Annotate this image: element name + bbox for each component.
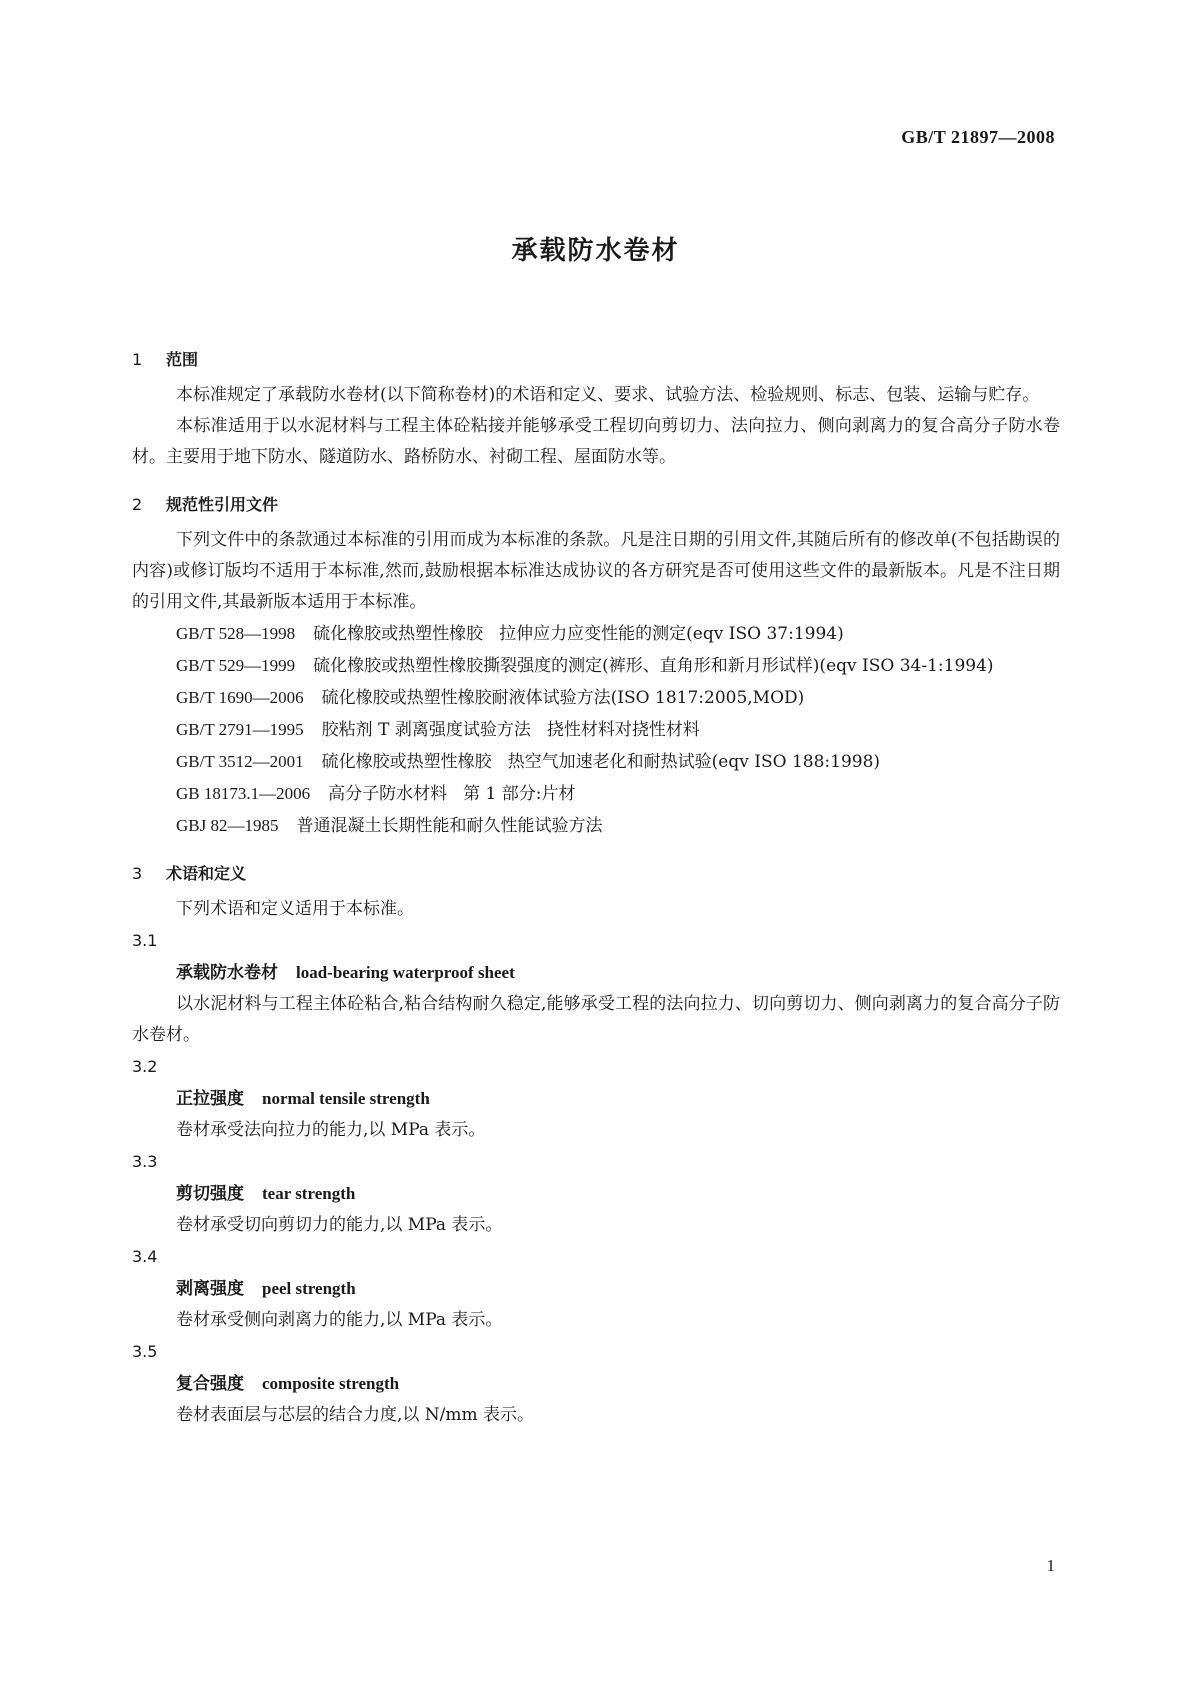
reference-title: 高分子防水材料	[328, 784, 448, 804]
term-definition: 卷材承受切向剪切力的能力,以 MPa 表示。	[176, 1215, 503, 1235]
reference-code: GBJ 82—1985	[176, 816, 279, 835]
paragraph: 本标准适用于以水泥材料与工程主体砼粘接并能够承受工程切向剪切力、法向拉力、侧向剥离力的复合高分子防水卷材。主要用于地下防水、隧道防水、路桥防水、衬砌工程、屋面防水等。	[132, 416, 1060, 467]
reference-item	[132, 618, 1060, 650]
term-cn: 正拉强度	[176, 1089, 244, 1109]
reference-item	[132, 810, 1060, 842]
term-heading	[132, 1368, 1060, 1400]
reference-subtitle: 第 1 部分:片材	[463, 784, 576, 804]
paragraph: 下列术语和定义适用于本标准。	[176, 899, 414, 919]
reference-code: GB/T 528—1998	[176, 624, 296, 643]
term-number: 3.1	[132, 931, 158, 950]
term-number: 3.2	[132, 1057, 158, 1076]
reference-item	[132, 682, 1060, 714]
reference-title: 普通混凝土长期性能和耐久性能试验方法	[296, 816, 603, 836]
reference-subtitle: 拉伸应力应变性能的测定(eqv ISO 37:1994)	[499, 624, 844, 644]
reference-subtitle: 挠性材料对挠性材料	[546, 720, 700, 740]
reference-subtitle: 热空气加速老化和耐热试验(eqv ISO 188:1998)	[507, 752, 881, 772]
reference-title: 胶粘剂 T 剥离强度试验方法	[321, 720, 531, 740]
term-en: composite strength	[262, 1374, 400, 1393]
term-heading	[132, 1083, 1060, 1115]
section-number: 2	[132, 495, 143, 514]
term-en: normal tensile strength	[262, 1089, 430, 1108]
section-title: 范围	[166, 350, 199, 369]
section-heading-terms	[132, 854, 1060, 894]
section-title: 术语和定义	[166, 864, 247, 883]
reference-code: GB/T 2791—1995	[176, 720, 304, 739]
term-en: tear strength	[262, 1184, 356, 1203]
term-number: 3.4	[132, 1247, 158, 1266]
section-number: 1	[132, 350, 143, 369]
term-heading	[132, 1273, 1060, 1305]
term-number: 3.5	[132, 1342, 158, 1361]
term-heading	[132, 1178, 1060, 1210]
term-heading	[132, 957, 1060, 989]
term-cn: 承载防水卷材	[176, 963, 278, 983]
document-body	[132, 340, 1060, 1431]
reference-item	[132, 746, 1060, 778]
term-cn: 复合强度	[176, 1374, 244, 1394]
reference-item	[132, 778, 1060, 810]
term-en: peel strength	[262, 1279, 356, 1298]
paragraph: 本标准规定了承载防水卷材(以下简称卷材)的术语和定义、要求、试验方法、检验规则、标志、包装、运输与贮存。	[176, 385, 1040, 405]
term-number: 3.3	[132, 1152, 158, 1171]
reference-code: GB/T 529—1999	[176, 656, 296, 675]
reference-title: 硫化橡胶或热塑性橡胶	[313, 624, 484, 644]
reference-title: 硫化橡胶或热塑性橡胶撕裂强度的测定(裤形、直角形和新月形试样)(eqv ISO 34-1:1994)	[313, 656, 994, 676]
section-heading-normative-references	[132, 485, 1060, 525]
term-definition: 卷材承受侧向剥离力的能力,以 MPa 表示。	[176, 1310, 503, 1330]
reference-item	[132, 650, 1060, 682]
reference-item	[132, 714, 1060, 746]
section-heading-scope	[132, 340, 1060, 380]
term-definition: 卷材表面层与芯层的结合力度,以 N/mm 表示。	[176, 1405, 535, 1425]
term-definition: 卷材承受法向拉力的能力,以 MPa 表示。	[176, 1120, 486, 1140]
paragraph: 下列文件中的条款通过本标准的引用而成为本标准的条款。凡是注日期的引用文件,其随后所有的修改单(不包括勘误的内容)或修订版均不适用于本标准,然而,鼓励根据本标准达成协议的各方研究是否可使用这些文件的最新版本。凡是不注日期的引用文件,其最新版本适用于本标准。	[132, 530, 1060, 612]
term-en: load-bearing waterproof sheet	[296, 963, 515, 982]
term-definition: 以水泥材料与工程主体砼粘合,粘合结构耐久稳定,能够承受工程的法向拉力、切向剪切力、侧向剥离力的复合高分子防水卷材。	[132, 994, 1060, 1045]
section-number: 3	[132, 864, 143, 883]
standard-number: GB/T 21897—2008	[901, 127, 1055, 147]
section-title: 规范性引用文件	[166, 495, 279, 514]
reference-code: GB/T 1690—2006	[176, 688, 304, 707]
reference-title: 硫化橡胶或热塑性橡胶	[321, 752, 492, 772]
reference-title: 硫化橡胶或热塑性橡胶耐液体试验方法(ISO 1817:2005,MOD)	[321, 688, 805, 708]
reference-code: GB 18173.1—2006	[176, 784, 311, 803]
page-number: 1	[1046, 1556, 1055, 1575]
term-cn: 剪切强度	[176, 1184, 244, 1204]
document-title: 承载防水卷材	[511, 236, 680, 266]
term-cn: 剥离强度	[176, 1279, 244, 1299]
reference-code: GB/T 3512—2001	[176, 752, 304, 771]
